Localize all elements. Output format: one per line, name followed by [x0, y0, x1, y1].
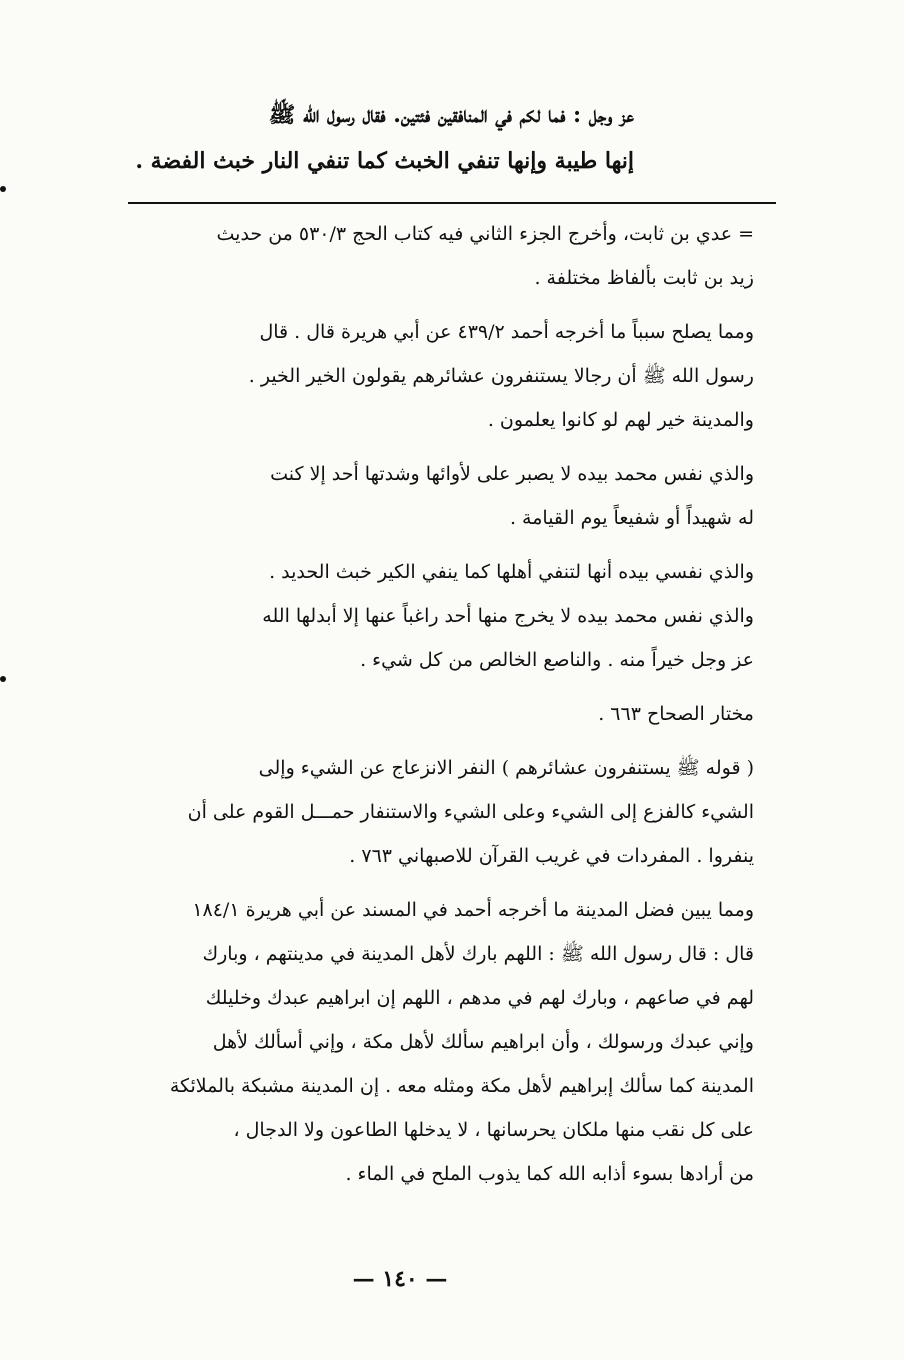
footnote-line: وإني عبدك ورسولك ، وأن ابراهيم سألك لأهل مكة ، وإني أسألك لأهل [212, 1031, 754, 1053]
footnote-line: زيد بن ثابت بألفاظ مختلفة . [534, 267, 754, 289]
footnote-line: المدينة كما سألك إبراهيم لأهل مكة ومثله معه . إن المدينة مشبكة بالملائكة [169, 1075, 754, 1097]
footnote-line: ( قوله ﷺ يستنفرون عشائرهم ) النفر الانزعاج عن الشيء وإلى [258, 757, 754, 779]
footnote-line: والمدينة خير لهم لو كانوا يعلمون . [487, 409, 754, 431]
main-text [104, 92, 634, 184]
footnote-line: = عدي بن ثابت، وأخرج الجزء الثاني فيه كتاب الحج ٥٣٠/٣ من حديث [216, 223, 754, 245]
footnote-paragraph [104, 692, 754, 736]
main-text-line: إنها طيبة وإنها تنفي الخبث كما تنفي النار خبث الفضة . [135, 148, 634, 174]
footnote-line: والذي نفس محمد بيده لا يصبر على لأوائها وشدتها أحد إلا كنت [270, 463, 754, 485]
footnote-line: على كل نقب منها ملكان يحرسانها ، لا يدخلها الطاعون ولا الدجال ، [233, 1119, 754, 1141]
footnote-divider [128, 202, 776, 204]
footnote-line: قال : قال رسول الله ﷺ : اللهم بارك لأهل المدينة في مدينتهم ، وبارك [202, 943, 754, 965]
footnote-line: ينفروا . المفردات في غريب القرآن للاصبهاني ٧٦٣ . [349, 845, 754, 867]
footnote-line: الشيء كالفزع إلى الشيء وعلى الشيء والاستنفار حمـــل القوم على أن [187, 801, 754, 823]
footnote-paragraph [104, 746, 754, 878]
footnote-paragraph [104, 310, 754, 442]
footnote-line: ومما يصلح سبباً ما أخرجه أحمد ٤٣٩/٢ عن أبي هريرة قال . قال [259, 321, 754, 343]
footnote-line: من أرادها بسوء أذابه الله كما يذوب الملح في الماء . [345, 1163, 754, 1185]
footnote-line: مختار الصحاح ٦٦٣ . [598, 703, 754, 725]
footnotes [104, 212, 754, 1206]
footnote-paragraph [104, 212, 754, 300]
footnote-paragraph [104, 452, 754, 540]
scan-mark [0, 186, 6, 192]
footnote-line: رسول الله ﷺ أن رجالا يستنفرون عشائرهم يقولون الخير الخير . [248, 365, 754, 387]
footnote-line: والذي نفس محمد بيده لا يخرج منها أحد راغباً عنها إلا أبدلها الله [262, 605, 754, 627]
footnote-line: لهم في صاعهم ، وبارك لهم في مدهم ، اللهم إن ابراهيم عبدك وخليلك [205, 987, 754, 1009]
main-text-line: عز وجل : فما لكم في المنافقين فئتين. فقال رسول الله ﷺ [268, 102, 634, 128]
page-number: — ١٤٠ — [352, 1266, 448, 1292]
footnote-paragraph [104, 550, 754, 682]
footnote-line: ومما يبين فضل المدينة ما أخرجه أحمد في المسند عن أبي هريرة ١٨٤/١ [192, 899, 754, 921]
footnote-line: والذي نفسي بيده أنها لتنفي أهلها كما ينفي الكير خبث الحديد . [269, 561, 754, 583]
footnote-line: له شهيداً أو شفيعاً يوم القيامة . [509, 507, 754, 529]
footnote-line: عز وجل خيراً منه . والناصع الخالص من كل شيء . [360, 649, 754, 671]
footnote-paragraph [104, 888, 754, 1196]
scan-mark [0, 676, 6, 682]
